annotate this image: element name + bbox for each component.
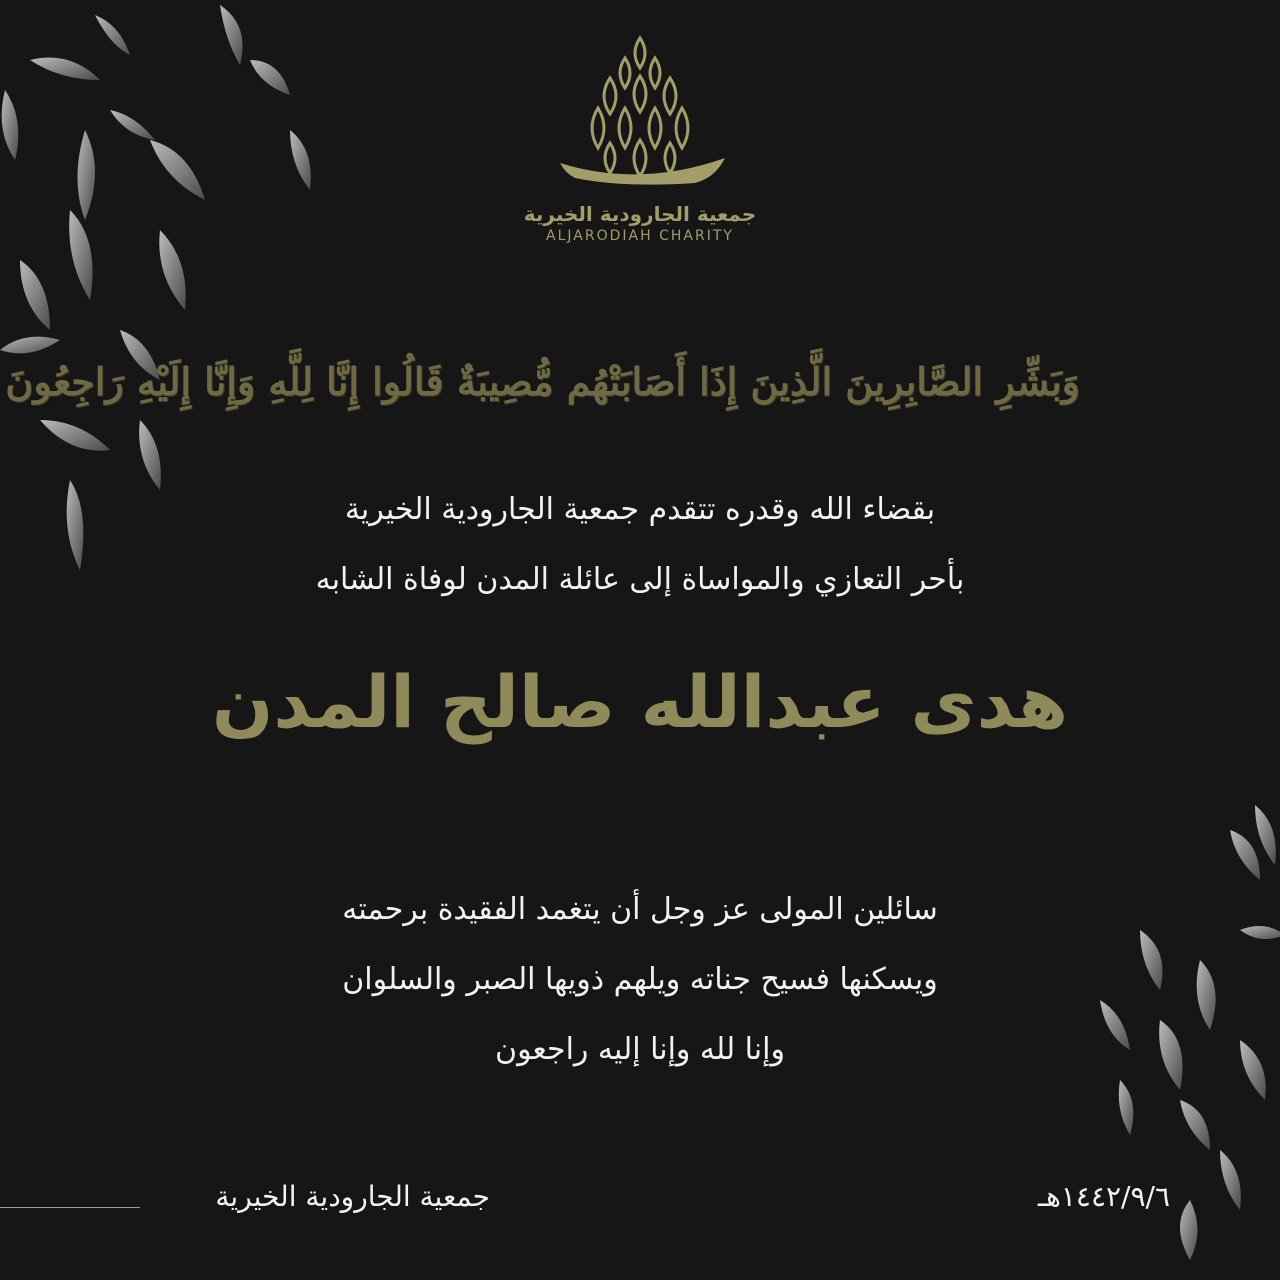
leaf-icon xyxy=(220,5,243,65)
leaf-icon xyxy=(1197,960,1216,1030)
leaf-icon xyxy=(69,210,92,300)
leaf-icon xyxy=(20,260,50,330)
leaf-icon xyxy=(78,130,96,220)
quran-verse-calligraphy: وَبَشِّرِ الصَّابِرِينَ الَّذِينَ إِذَا أَصَابَتْهُم مُّصِيبَةٌ قَالُوا إِنَّا لِلَّهِ وَإِنَّا إِلَيْهِ رَاجِعُونَ xyxy=(5,359,1080,404)
deceased-name: هدى عبدالله صالح المدن xyxy=(211,660,1069,744)
footer-organization: جمعية الجارودية الخيرية xyxy=(215,1180,490,1213)
leaf-icon xyxy=(1159,1020,1182,1090)
prayer-line-1: سائلين المولى عز وجل أن يتغمد الفقيدة برحمته xyxy=(342,892,938,927)
leaf-icon xyxy=(2,90,19,160)
footer-date: ١٤٤٢/٩/٦هـ xyxy=(1037,1180,1170,1213)
leaf-icon xyxy=(1119,1080,1134,1135)
leaf-icon xyxy=(95,15,130,55)
leaf-icon xyxy=(290,130,311,190)
leaf-icon xyxy=(67,480,84,570)
prayer-line-3: وإنا لله وإنا إليه راجعون xyxy=(495,1032,785,1067)
leaf-icon xyxy=(1240,926,1280,939)
leaf-icon xyxy=(150,140,205,200)
leaf-icon xyxy=(1255,805,1276,865)
leaf-icon xyxy=(1140,930,1163,990)
wheat-ear-boat-logo-icon xyxy=(520,18,760,208)
charity-logo xyxy=(520,18,760,250)
leaf-icon xyxy=(159,230,185,310)
leaf-icon xyxy=(1240,1040,1266,1100)
leaf-icon xyxy=(1230,830,1260,880)
leaf-icon xyxy=(30,58,100,81)
logo-arabic-name: جمعية الجارودية الخيرية xyxy=(523,202,757,226)
intro-line-1: بقضاء الله وقدره تتقدم جمعية الجارودية الخيرية xyxy=(344,492,936,527)
footer-divider xyxy=(0,1207,140,1208)
leaf-icon xyxy=(250,60,290,95)
leaf-icon xyxy=(1180,1100,1210,1150)
prayer-line-2: ويسكنها فسيح جناته ويلهم ذويها الصبر والسلوان xyxy=(342,962,938,997)
leaf-icon xyxy=(1220,1150,1241,1210)
intro-line-2: بأحر التعازي والمواساة إلى عائلة المدن لوفاة الشابه xyxy=(315,562,965,597)
leaf-icon xyxy=(1180,1200,1198,1260)
leaf-icon xyxy=(110,110,155,140)
logo-english-name: ALJARODIAH CHARITY xyxy=(546,228,734,244)
